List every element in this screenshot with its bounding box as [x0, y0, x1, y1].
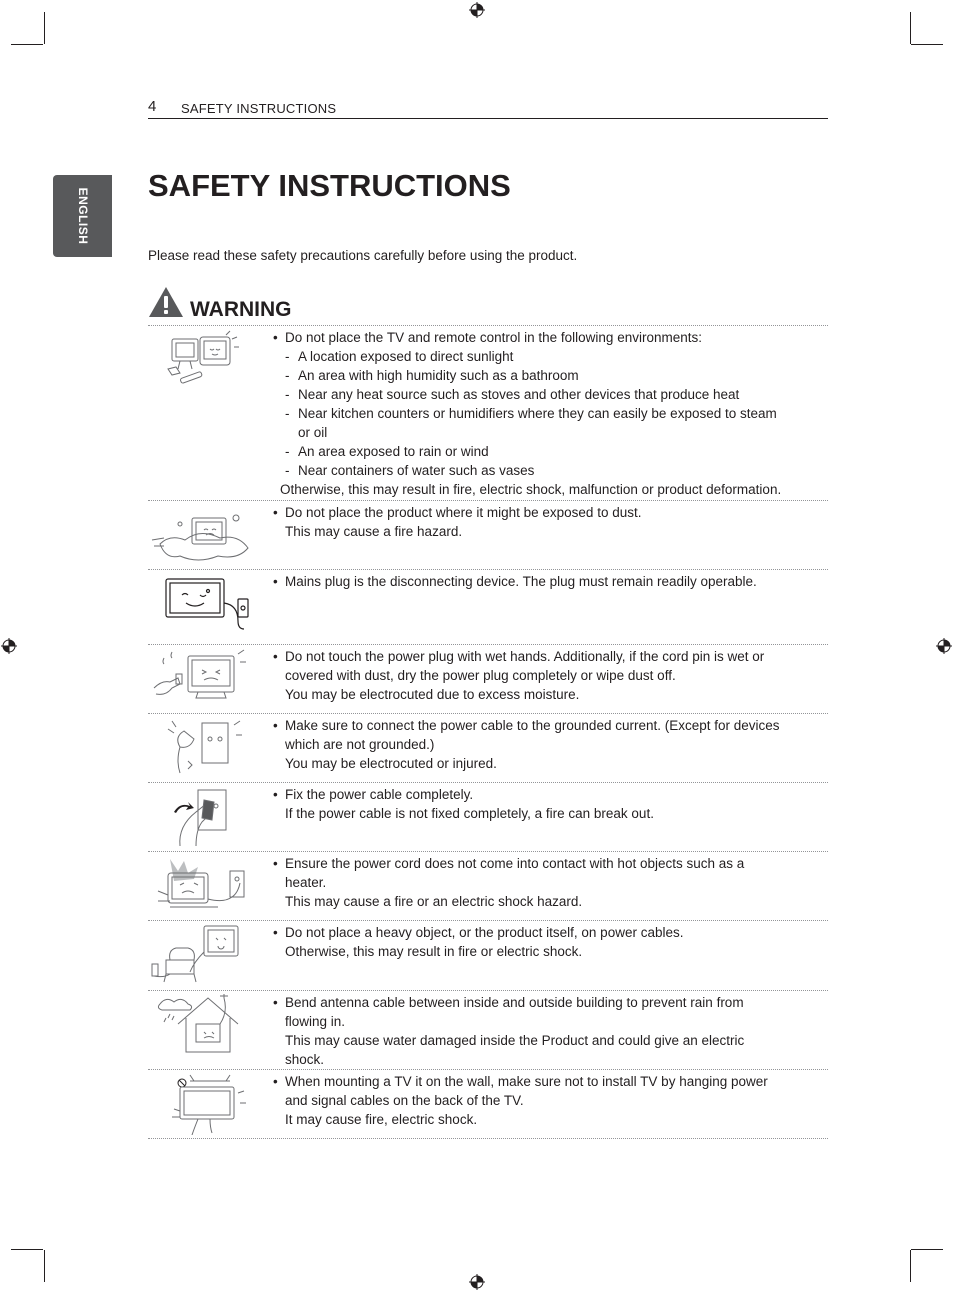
warning-row [148, 990, 828, 1069]
warning-bullet: • Do not place a heavy object, or the product itself, on power cables. [273, 923, 828, 942]
crop-mark [44, 1250, 45, 1282]
warning-bullet: • Bend antenna cable between inside and outside building to prevent rain from [273, 993, 828, 1012]
warning-detail: shock. [285, 1052, 325, 1067]
hot-object-illustration-icon [150, 855, 256, 917]
warning-detail: Otherwise, this may result in fire or electric shock. [285, 944, 583, 959]
wet-hands-illustration-icon [150, 648, 256, 710]
warning-triangle-icon [148, 286, 184, 318]
mains-plug-illustration-icon [150, 573, 256, 635]
warning-row [148, 851, 828, 920]
warning-bullet: • Make sure to connect the power cable to the grounded current. (Except for devices [273, 716, 828, 735]
warning-row [148, 920, 828, 990]
registration-mark-icon [1, 638, 17, 654]
warning-row [148, 569, 828, 644]
warning-bullet: • Fix the power cable completely. [273, 785, 828, 804]
registration-mark-icon [936, 638, 952, 654]
crop-mark [911, 44, 943, 45]
warning-detail: You may be electrocuted or injured. [285, 756, 497, 771]
warning-detail: This may cause water damaged inside the Product and could give an electric [285, 1033, 745, 1048]
running-header [148, 96, 828, 119]
warning-detail: covered with dust, dry the power plug completely or wipe dust off. [285, 668, 676, 683]
crop-mark [11, 1249, 43, 1250]
language-tab [53, 175, 112, 257]
crop-mark [11, 44, 43, 45]
warning-row [148, 325, 828, 500]
warning-detail: and signal cables on the back of the TV. [285, 1093, 524, 1108]
environment-item: - Near any heat source such as stoves and other devices that produce heat [273, 385, 828, 404]
warning-row [148, 1069, 828, 1139]
warning-row [148, 782, 828, 851]
running-head-title: SAFETY INSTRUCTIONS [181, 101, 337, 116]
registration-mark-icon [469, 1274, 485, 1290]
crop-mark [44, 12, 45, 44]
crop-mark [910, 1250, 911, 1282]
page-number: 4 [148, 98, 157, 115]
warning-row [148, 644, 828, 713]
language-label: ENGLISH [75, 187, 90, 245]
intro-text: Please read these safety precautions carefully before using the product. [148, 248, 578, 263]
dust-illustration-icon [150, 504, 256, 564]
warning-row [148, 500, 828, 569]
warning-row [148, 713, 828, 782]
warning-detail: which are not grounded.) [285, 737, 435, 752]
fix-power-cable-illustration-icon [150, 786, 256, 848]
antenna-house-illustration-icon [150, 994, 256, 1056]
warning-bullet: • Do not touch the power plug with wet hands. Additionally, if the cord pin is wet or [273, 647, 828, 666]
warning-detail: It may cause fire, electric shock. [285, 1112, 478, 1127]
environment-item: - A location exposed to direct sunlight [273, 347, 828, 366]
warning-detail: This may cause a fire or an electric shock hazard. [285, 894, 583, 909]
warning-detail: If the power cable is not fixed completely, a fire can break out. [285, 806, 654, 821]
grounded-outlet-illustration-icon [150, 717, 256, 779]
warning-bullet: • Mains plug is the disconnecting device. The plug must remain readily operable. [273, 572, 828, 591]
environment-item: - An area with high humidity such as a bathroom [273, 366, 828, 385]
warning-consequence: Otherwise, this may result in fire, electric shock, malfunction or product deformation. [280, 482, 782, 497]
crop-mark [910, 12, 911, 44]
tv-environment-illustration-icon [150, 329, 256, 393]
page-title: SAFETY INSTRUCTIONS [148, 168, 511, 203]
warning-detail: flowing in. [285, 1014, 346, 1029]
warning-label: WARNING [190, 298, 292, 321]
heavy-object-on-cable-illustration-icon [150, 924, 256, 986]
environment-item: - An area exposed to rain or wind [273, 442, 828, 461]
warning-detail: You may be electrocuted due to excess moisture. [285, 687, 580, 702]
environment-item: - Near kitchen counters or humidifiers where they can easily be exposed to steam [273, 404, 828, 423]
environment-item: - Near containers of water such as vases [273, 461, 828, 480]
warning-bullet: • Do not place the TV and remote control in the following environments: [273, 328, 828, 347]
wall-mount-illustration-icon [150, 1073, 256, 1135]
crop-mark [911, 1249, 943, 1250]
registration-mark-icon [469, 2, 485, 18]
warning-bullet: • When mounting a TV it on the wall, make sure not to install TV by hanging power [273, 1072, 828, 1091]
warning-detail: This may cause a fire hazard. [285, 524, 463, 539]
warning-detail: heater. [285, 875, 327, 890]
warning-bullet: • Do not place the product where it might be exposed to dust. [273, 503, 828, 522]
warning-table [148, 325, 828, 1139]
environment-item-continuation: or oil [298, 425, 328, 440]
warning-bullet: • Ensure the power cord does not come into contact with hot objects such as a [273, 854, 828, 873]
